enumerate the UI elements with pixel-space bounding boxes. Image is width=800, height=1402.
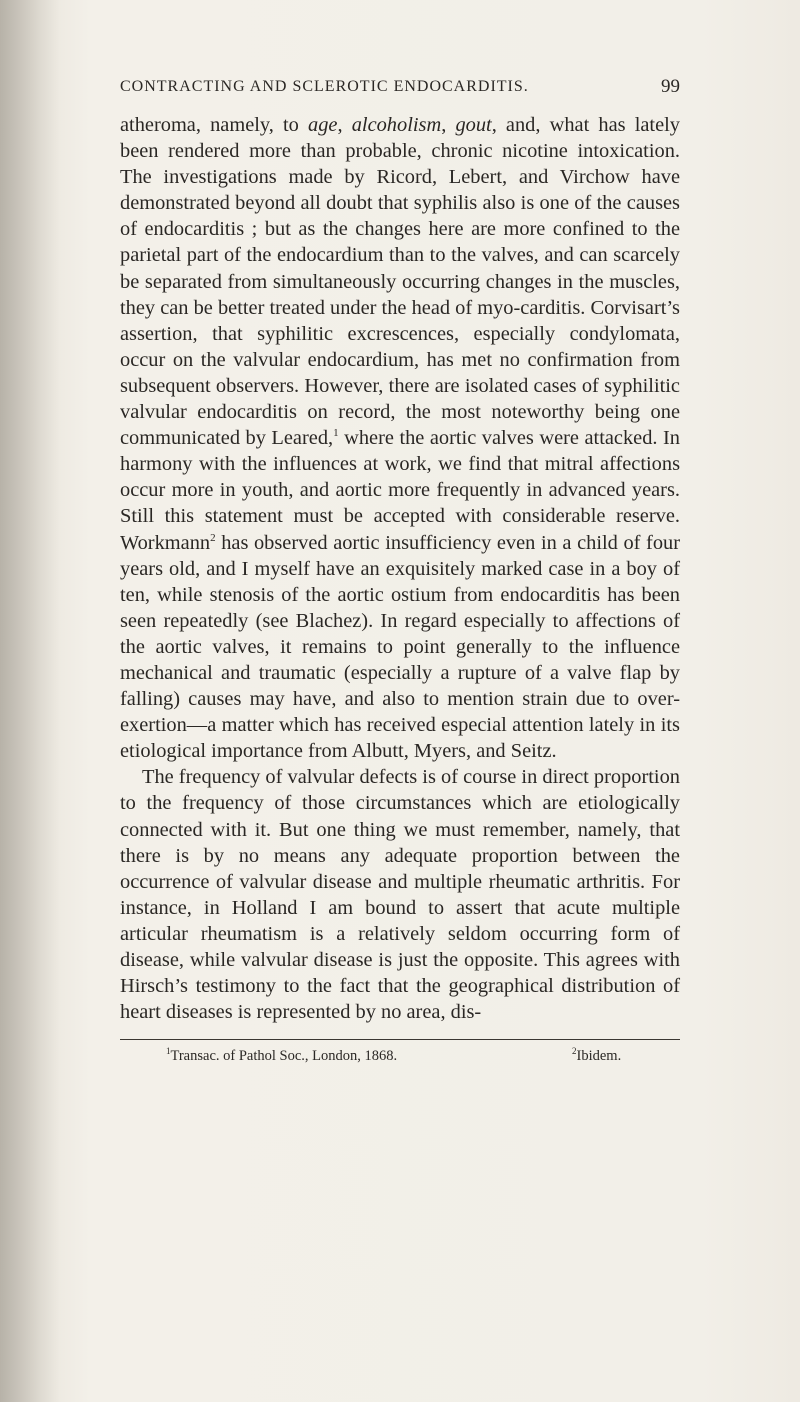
paragraph [120, 764, 680, 1025]
italic-term: age [308, 114, 338, 136]
text-run: has observed aortic insufficiency even in a child of four years old, and I myself have an exquisitely marked case in a boy of ten, while stenosis of the aortic ostium from endocarditis has been seen repeatedly (see Blachez). In regard especially to affections of the aortic valves, it remains to point generally to the influence mechanical and traumatic (especially a rupture of a valve flap by falling) causes may have, and also to mention strain due to over-exertion—a matter which has received especial attention lately in its etiological importance from Albutt, Myers, and Seitz. [120, 531, 680, 763]
text-run: atheroma, namely, to [120, 114, 309, 136]
text-run: , [441, 114, 456, 136]
footnote-1 [166, 1048, 397, 1065]
book-page [120, 78, 680, 1070]
footnote-marker: 1 [166, 1046, 171, 1057]
text-run: , [337, 114, 352, 136]
text-run: , and, what has lately been rendered more than probable, chronic nicotine intoxication. The investigations made by Ricord, Lebert, and Virchow have demonstrated beyond all doubt that syphilis also is one of the causes of endocarditis ; but as the changes here are more confined to the parietal part of the endocardium than to the valves, and can scarcely be separated from simultaneously occurring changes in the muscles, they can be better treated under the head of myo-carditis. Corvisart’s assertion, that syphilitic excrescences, especially condylomata, occur on the valvular endocardium, has met no confirmation from subsequent observers. However, there are isolated cases of syphilitic valvular endocarditis on record, the most noteworthy being one communicated by Leared, [120, 114, 680, 450]
text-run: The frequency of valvular defects is of course in direct proportion to the frequency of those circumstances which are etiologically connected with it. But one thing we must remember, namely, that there is by no means any adequate proportion between the occurrence of valvular disease and multiple rheumatic arthritis. For instance, in Holland I am bound to assert that acute multiple articular rheumatism is a relatively seldom occurring form of disease, while valvular disease is just the opposite. This agrees with Hirsch’s testimony to the fact that the geographical distribution of heart diseases is represented by no area, dis- [120, 766, 680, 1024]
footnotes [120, 1048, 680, 1070]
footnote-marker: 2 [572, 1046, 577, 1057]
running-head: CONTRACTING AND SCLEROTIC ENDOCARDITIS. [120, 78, 529, 95]
footnote-divider [120, 1039, 680, 1040]
italic-term: alcoholism [351, 114, 442, 136]
text-run: where the aortic valves were attacked. In harmony with the influences at work, we find that mitral affections occur more in youth, and aortic more frequently in advanced years. Still this statement must be accepted with considerable reserve. Workmann [120, 427, 680, 554]
footnote-text: Transac. of Pathol Soc., London, 1868. [170, 1048, 398, 1065]
paragraph [120, 112, 680, 764]
footnote-text: Ibidem. [576, 1048, 622, 1065]
page-spine-shadow [0, 0, 60, 1402]
body-text [120, 112, 680, 1025]
footnote-2 [572, 1048, 621, 1065]
page-number: 99 [661, 76, 680, 97]
italic-term: gout [455, 114, 492, 136]
footnote-reference: 2 [210, 531, 216, 544]
page-header [120, 78, 680, 108]
footnote-reference: 1 [333, 427, 339, 440]
